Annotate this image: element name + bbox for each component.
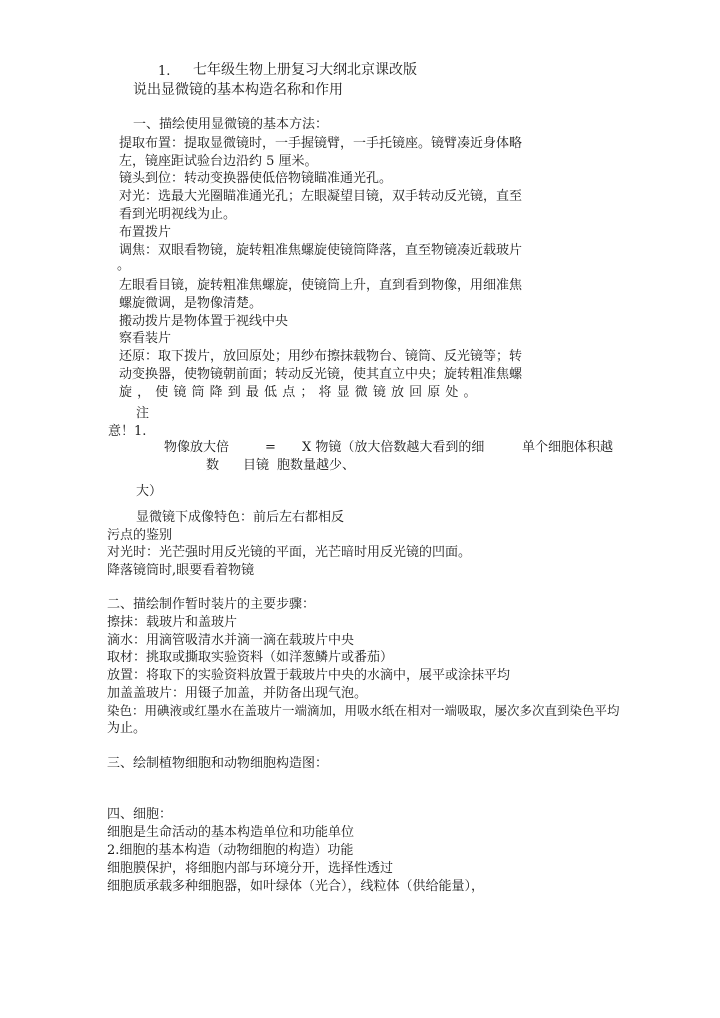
note-zhu: 注 bbox=[136, 406, 150, 421]
s1-line-5: 看到光明视线为止。 bbox=[119, 207, 237, 222]
section-2-heading: 二、描绘制作暂时装片的主要步骤： bbox=[107, 597, 316, 612]
s1-line-14: 动变换器，使物镜朝前面；转动反光镜，使其直立中央；旋转粗准焦螺 bbox=[119, 367, 523, 382]
s4-line-2: 2.细胞的基本构造（动物细胞的构造）功能 bbox=[107, 843, 354, 858]
s2-line-5: 加盖盖玻片：用镊子加盖，并防备出现气泡。 bbox=[107, 686, 368, 701]
misc-line-4: 降落镜筒时,眼要看着物镜 bbox=[107, 563, 255, 578]
s2-line-7: 为止。 bbox=[107, 721, 147, 736]
s1-line-7: 调焦：双眼看物镜，旋转粗准焦螺旋使镜筒降落，直至物镜凑近载玻片 bbox=[119, 243, 523, 258]
s1-line-4: 对光：选最大光圈瞄准通光孔；左眼凝望目镜，双手转动反光镜，直至 bbox=[119, 189, 523, 204]
misc-line-2: 污点的鉴别 bbox=[107, 528, 173, 543]
note-eyepiece: 目镜 bbox=[243, 458, 270, 473]
s2-line-6: 染色：用碘液或红墨水在盖玻片一端滴加，用吸水纸在相对一端吸取，屡次多次直到染色平均 bbox=[107, 703, 620, 718]
s1-line-12: 察看装片 bbox=[119, 331, 172, 346]
s4-line-4: 细胞质承载多种细胞器，如叶绿体（光合），线粒体（供给能量）， bbox=[107, 879, 485, 894]
s2-line-2: 滴水：用滴管吸清水并滴一滴在载玻片中央 bbox=[107, 633, 355, 648]
note-formula: X 物镜（放大倍数越大看到的细 bbox=[302, 440, 485, 455]
s1-line-13: 还原：取下拨片，放回原处；用纱布擦抹载物台、镜筒、反光镜等；转 bbox=[119, 349, 523, 364]
section-1-heading: 一、描绘使用显微镜的基本方法： bbox=[133, 117, 329, 132]
s4-line-3: 细胞膜保护，将细胞内部与环境分开，选择性透过 bbox=[107, 861, 394, 876]
s1-line-10: 螺旋微调，是物像清楚。 bbox=[119, 296, 263, 311]
note-cell-count: 胞数量越少、 bbox=[277, 458, 356, 473]
s4-line-1: 细胞是生命活动的基本构造单位和功能单位 bbox=[107, 825, 355, 840]
s1-line-15: 旋 ， 使 镜 筒 降 到 最 低 点 ； 将 显 微 镜 放 回 原 处 。 bbox=[119, 385, 478, 400]
note-magnification-label-2: 数 bbox=[206, 458, 220, 473]
section-4-heading: 四、细胞： bbox=[107, 807, 173, 822]
s1-line-2: 左，镜座距试验台边沿约 5 厘米。 bbox=[119, 154, 318, 169]
s1-line-1: 提取布置：提取显微镜时，一手握镜臂，一手托镜座。镜臂凑近身体略 bbox=[119, 136, 523, 151]
s2-line-4: 放置：将取下的实验资料放置于载玻片中央的水滴中，展平或涂抹平均 bbox=[107, 668, 511, 683]
note-equals: = bbox=[265, 440, 276, 455]
note-magnification-label: 物像放大倍 bbox=[164, 440, 230, 455]
s1-line-3: 镜头到位：转动变换器使低倍物镜瞄准通光孔。 bbox=[119, 171, 393, 186]
misc-line-3: 对光时：光芒强时用反光镜的平面，光芒暗时用反光镜的凹面。 bbox=[107, 545, 472, 560]
s1-line-6: 布置拨片 bbox=[119, 225, 172, 240]
s2-line-3: 取材：挑取或撕取实验资料（如洋葱鳞片或番茄） bbox=[107, 650, 394, 665]
note-tail: 大） bbox=[136, 484, 163, 499]
s1-line-8: 。 bbox=[117, 258, 131, 273]
misc-line-1: 显微镜下成像特色：前后左右都相反 bbox=[136, 510, 345, 525]
s1-line-9: 左眼看目镜，旋转粗准焦螺旋，使镜筒上升，直到看到物像，用细准焦 bbox=[119, 278, 523, 293]
s1-line-11: 搬动拨片是物体置于视线中央 bbox=[119, 314, 289, 329]
s2-line-1: 擦抹：载玻片和盖玻片 bbox=[107, 615, 238, 630]
subtitle: 说出显微镜的基本构造名称和作用 bbox=[133, 82, 343, 98]
note-cell-size: 单个细胞体积越 bbox=[522, 440, 614, 455]
section-3-heading: 三、绘制植物细胞和动物细胞构造图： bbox=[107, 756, 329, 771]
note-label: 意！1. bbox=[108, 424, 147, 439]
title-number: 1. bbox=[158, 64, 171, 79]
page-title: 七年级生物上册复习大纲北京课改版 bbox=[193, 62, 417, 78]
